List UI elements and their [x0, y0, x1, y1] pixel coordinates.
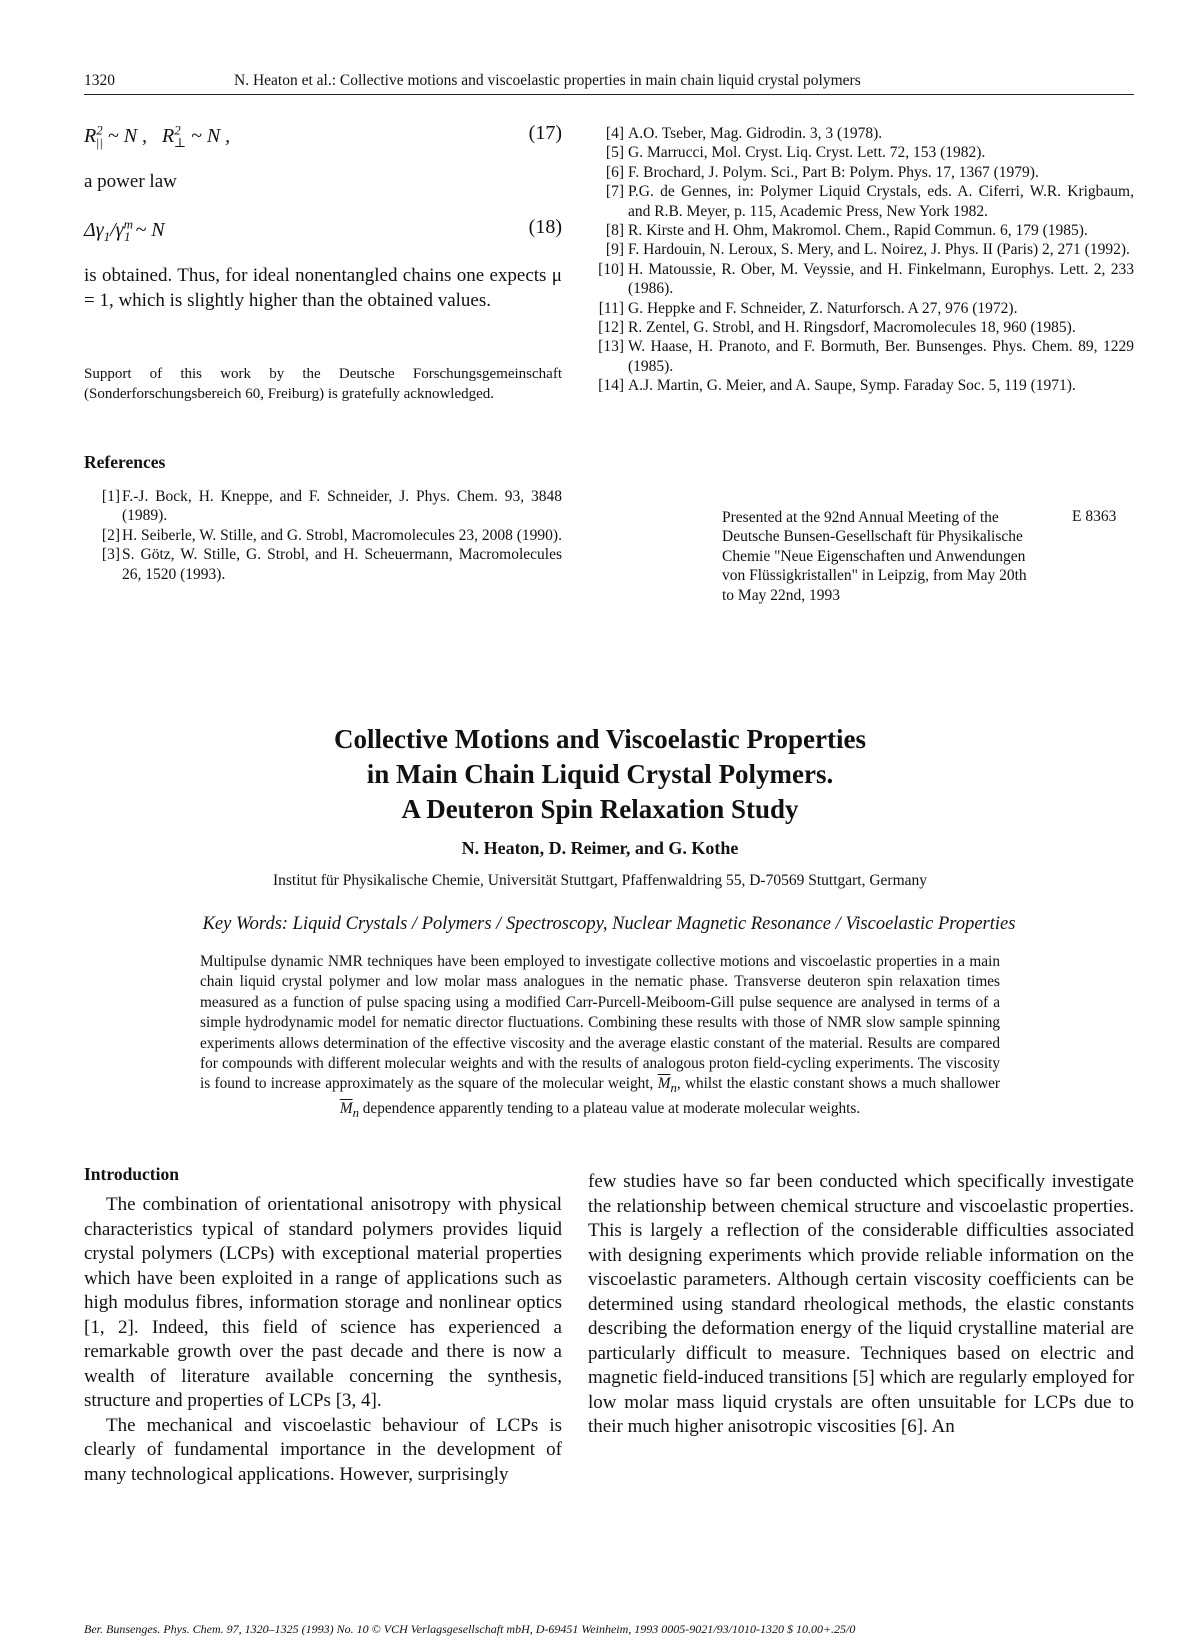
running-header [84, 70, 1134, 95]
title-line-1: Collective Motions and Viscoelastic Properties [334, 724, 866, 754]
reference-item: [8] R. Kirste and H. Ohm, Makromol. Chem., Rapid Commun. 6, 179 (1985). [605, 222, 1088, 240]
references-heading: References [84, 452, 166, 472]
reference-item: [11] G. Heppke and F. Schneider, Z. Naturforsch. A 27, 976 (1972). [598, 299, 1018, 317]
title-line-3: A Deuteron Spin Relaxation Study [401, 794, 799, 824]
running-title: N. Heaton et al.: Collective motions and viscoelastic properties in main chain liquid crystal polymers [234, 72, 861, 89]
article-title [150, 722, 1050, 827]
equation-18-number: (18) [528, 216, 562, 238]
reference-item: [7] P.G. de Gennes, in: Polymer Liquid Crystals, eds. A. Ciferri, W.R. Krigbaum, and R.B. Meyer, p. 115, Academic Press, New York 1982. [605, 183, 1134, 220]
equation-18 [84, 216, 562, 244]
mn-symbol: $\overline{M}$ [339, 1099, 353, 1117]
reference-item: [6] F. Brochard, J. Polym. Sci., Part B: Polym. Phys. 17, 1367 (1979). [605, 163, 1039, 181]
equation-17-body: $R^2_{||}$ ~ N , $R^2_\perp$ ~ N , [84, 122, 231, 150]
reference-item: [10] H. Matoussie, R. Ober, M. Veyssie, and H. Finkelmann, Europhys. Lett. 2, 233 (1986). [598, 260, 1134, 298]
journal-citation-footer: Ber. Bunsenges. Phys. Chem. 97, 1320–1325 (1993) No. 10 © VCH Verlagsgesellschaft mbH, D-69451 Weinheim, 1993 0005-9021/93/1010-1320 $ 10.00+.25/0 [84, 1622, 856, 1636]
introduction-heading: Introduction [84, 1164, 179, 1184]
presented-note: Presented at the 92nd Annual Meeting of the Deutsche Bunsen-Gesellschaft für Physikalische Chemie "Neue Eigenschaften und Anwendungen von Flüssigkristallen" in Leipzig, from May 20th to May 22nd, 1993 [722, 509, 1027, 604]
authors: N. Heaton, D. Reimer, and G. Kothe [461, 838, 739, 858]
intro-paragraph-1: The combination of orientational anisotropy with physical characteristics typical of standard polymers provides liquid crystal polymers (LCPs) with exceptional material properties which have been exploited in a range of applications such as high modulus fibres, information storage and nonlinear optics [1, 2]. Indeed, this field of science has experienced a remarkable growth over the past decade and there is now a wealth of literature available concerning the synthesis, structure and properties of LCPs [3, 4]. [84, 1194, 562, 1411]
references-right [588, 124, 1134, 396]
introduction-right-column [588, 1170, 1134, 1440]
reference-item: [12] R. Zentel, G. Strobl, and H. Ringsdorf, Macromolecules 18, 960 (1985). [598, 319, 1076, 337]
abstract: Multipulse dynamic NMR techniques have been employed to investigate collective motions and viscoelastic properties in a main chain liquid crystal polymer and low molar mass analogues in the nematic phase. Transverse deuteron spin relaxation times measured as a function of pulse spacing using a modified Carr-Purcell-Meiboom-Gill pulse sequence are analysed in terms of a simple hydrodynamic model for nematic director fluctuations. Combining these results with those of NMR slow sample spinning experiments allows determination of the effective viscosity and the average elastic constant of the material. Results are compared for compounds with different molecular weights and with the results of analogous proton field-cycling experiments. The viscosity is found to increase approximately as the square of the molecular weight, $\overline{M}_n$, whilst the elastic constant shows a much shallower $\overline{M}_n$ dependence apparently tending to a plateau value at moderate molecular weights. [200, 953, 1000, 1120]
reference-item: [3] S. Götz, W. Stille, G. Strobl, and H. Scheuermann, Macromolecules 26, 1520 (1993). [101, 546, 562, 583]
acknowledgement: Support of this work by the Deutsche Forschungsgemeinschaft (Sonderforschungsbereich 60, Freiburg) is gratefully acknowledged. [84, 366, 562, 402]
paragraph-obtained: is obtained. Thus, for ideal nonentangled chains one expects μ = 1, which is slightly higher than the obtained values. [84, 265, 562, 311]
reference-item: [4] A.O. Tseber, Mag. Gidrodin. 3, 3 (1978). [605, 125, 883, 142]
introduction-left-column [84, 1193, 562, 1487]
keywords: Key Words: Liquid Crystals / Polymers / Spectroscopy, Nuclear Magnetic Resonance / Viscoelastic Properties [202, 914, 1016, 934]
reference-item: [9] F. Hardouin, N. Leroux, S. Mery, and L. Noirez, J. Phys. II (Paris) 2, 271 (1992). [605, 241, 1130, 259]
equation-18-body: $\Delta\gamma_1/\gamma^m_1$ ~ N [84, 216, 165, 244]
affiliation: Institut für Physikalische Chemie, Universität Stuttgart, Pfaffenwaldring 55, D-70569 Stuttgart, Germany [272, 872, 928, 889]
mn-symbol: $\overline{M}$ [657, 1075, 671, 1093]
reference-item: [13] W. Haase, H. Pranoto, and F. Bormuth, Ber. Bunsenges. Phys. Chem. 89, 1229 (1985). [598, 338, 1134, 375]
title-line-2: in Main Chain Liquid Crystal Polymers. [366, 759, 834, 789]
references-left [84, 487, 562, 584]
intro-paragraph-3: few studies have so far been conducted which specifically investigate the relationship between chemical structure and viscoelastic properties. This is largely a reflection of the considerable difficulties associated with designing experiments which provide reliable information on the viscoelastic parameters. Although certain viscosity coefficients can be determined using standard rheological methods, the elastic constants describing the deformation energy of the liquid crystalline material are particularly difficult to measure. Techniques based on electric and magnetic field-induced transitions [5] which are regularly employed for low molar mass liquid crystals are often unsuitable for LCPs due to their much higher anisotropic viscosities [6]. An [588, 1171, 1134, 1437]
page-number: 1320 [84, 72, 115, 89]
power-law-text: a power law [84, 171, 177, 192]
reference-item: [14] A.J. Martin, G. Meier, and A. Saupe, Symp. Faraday Soc. 5, 119 (1971). [598, 377, 1076, 395]
intro-paragraph-2: The mechanical and viscoelastic behaviour of LCPs is clearly of fundamental importance in the development of many technological applications. However, surprisingly [84, 1414, 562, 1485]
equation-17-number: (17) [528, 122, 562, 144]
reference-item: [5] G. Marrucci, Mol. Cryst. Liq. Cryst. Lett. 72, 153 (1982). [605, 144, 986, 162]
manuscript-code: E 8363 [1072, 508, 1117, 525]
reference-item: [2] H. Seiberle, W. Stille, and G. Strobl, Macromolecules 23, 2008 (1990). [101, 526, 562, 544]
equation-17 [84, 122, 562, 150]
reference-item: [1] F.-J. Bock, H. Kneppe, and F. Schneider, J. Phys. Chem. 93, 3848 (1989). [101, 488, 562, 525]
